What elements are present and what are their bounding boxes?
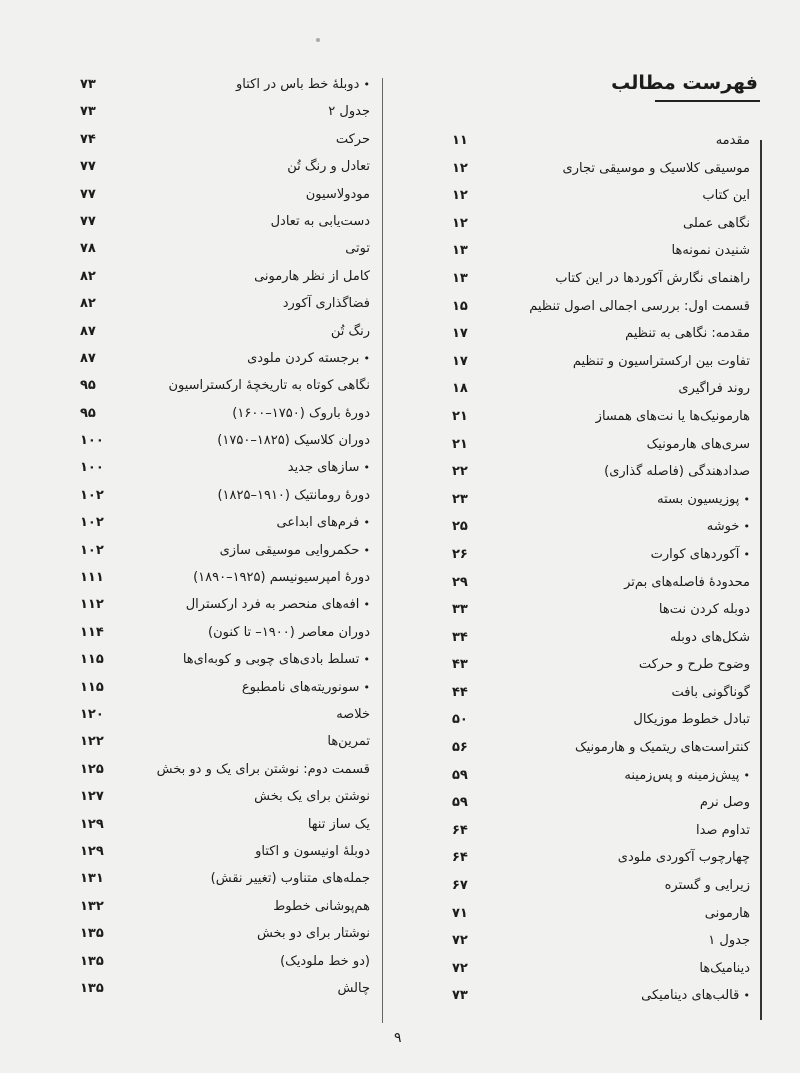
toc-entry-text: راهنمای نگارش آکوردها در این کتاب xyxy=(555,270,750,286)
toc-entry xyxy=(80,377,370,404)
toc-entry-text: قالب‌های دینامیکی xyxy=(641,988,740,1004)
toc-entry-label xyxy=(337,980,370,998)
toc-entry-label xyxy=(683,215,750,233)
toc-entry-page: ۸۲ xyxy=(80,268,96,284)
toc-entry-page: ۷۲ xyxy=(452,960,468,976)
toc-entry-text: سونوریته‌های نامطبوع xyxy=(241,679,360,695)
toc-entry-text: دورهٔ امپرسیونیسم (۱۹۲۵–۱۸۹۰) xyxy=(193,570,370,586)
toc-entry-text: تمرین‌ها xyxy=(327,734,370,750)
print-dot xyxy=(316,38,320,42)
bullet-icon: • xyxy=(743,520,750,534)
toc-entry-page: ۱۳۵ xyxy=(80,926,104,942)
toc-entry-page: ۱۳۲ xyxy=(80,898,104,914)
toc-entry xyxy=(80,651,370,678)
toc-entry-text: افه‌های منحصر به فرد ارکسترال xyxy=(185,597,360,613)
toc-entry-page: ۷۷ xyxy=(80,186,96,202)
toc-entry xyxy=(80,980,370,1007)
page-number: ۹ xyxy=(394,1030,402,1046)
toc-entry-text: مودولاسیون xyxy=(305,186,370,202)
toc-entry-text: نوشتن برای یک بخش xyxy=(254,789,370,805)
toc-entry xyxy=(452,629,750,657)
toc-entry-page: ۷۳ xyxy=(80,77,96,92)
toc-entry-text: پیش‌زمینه و پس‌زمینه xyxy=(624,767,740,783)
toc-entry xyxy=(80,706,370,733)
toc-entry xyxy=(80,432,370,459)
toc-entry-text: نگاهی کوتاه به تاریخچهٔ ارکستراسیون xyxy=(168,378,370,394)
page-title: فهرست مطالب xyxy=(611,72,758,94)
toc-entry xyxy=(452,325,750,353)
right-margin-rule xyxy=(760,140,762,1020)
toc-entry-label xyxy=(306,186,370,204)
toc-entry xyxy=(80,624,370,651)
toc-entry xyxy=(80,679,370,706)
toc-entry-text: دورهٔ باروک (۱۷۵۰–۱۶۰۰) xyxy=(232,405,370,421)
toc-entry-label xyxy=(217,432,370,450)
toc-entry-page: ۱۳۵ xyxy=(80,980,104,996)
toc-entry-text: دوران معاصر (۱۹۰۰– تا کنون) xyxy=(208,624,370,640)
toc-entry xyxy=(452,849,750,877)
toc-entry xyxy=(80,131,370,158)
bullet-icon: • xyxy=(363,516,370,530)
toc-entry xyxy=(452,187,750,215)
toc-entry xyxy=(452,160,750,188)
toc-entry-label xyxy=(280,953,370,971)
bullet-icon: • xyxy=(743,989,750,1003)
toc-entry-page: ۹۵ xyxy=(80,405,96,421)
toc-right-column xyxy=(452,132,750,1015)
toc-entry-page: ۳۴ xyxy=(452,629,468,645)
toc-entry xyxy=(80,843,370,870)
toc-entry xyxy=(452,877,750,905)
toc-entry-page: ۱۲۷ xyxy=(80,789,104,805)
toc-entry-label xyxy=(288,459,370,477)
toc-entry xyxy=(452,574,750,602)
toc-entry xyxy=(452,656,750,684)
toc-left-column xyxy=(80,76,370,1007)
toc-entry-page: ۱۰۰ xyxy=(80,433,104,449)
toc-entry-label xyxy=(277,514,370,532)
toc-entry-text: توتی xyxy=(345,241,370,257)
toc-entry-label xyxy=(247,350,370,368)
toc-entry-text: تفاوت بین ارکستراسیون و تنظیم xyxy=(572,353,750,369)
toc-entry-page: ۱۲۲ xyxy=(80,734,104,750)
toc-entry-page: ۱۲۹ xyxy=(80,843,104,859)
toc-entry-text: زیرایی و گستره xyxy=(664,878,750,894)
toc-entry-text: فرم‌های ابداعی xyxy=(276,515,360,531)
toc-entry xyxy=(80,761,370,788)
toc-entry xyxy=(452,491,750,519)
toc-entry-label xyxy=(657,491,750,509)
toc-entry xyxy=(80,542,370,569)
toc-entry-page: ۱۵ xyxy=(452,298,468,314)
toc-entry-page: ۶۷ xyxy=(452,878,468,894)
toc-entry-page: ۱۲۰ xyxy=(80,706,104,722)
toc-entry xyxy=(452,987,750,1015)
toc-entry-page: ۱۳ xyxy=(452,270,468,286)
toc-entry-text: تبادل خطوط موزیکال xyxy=(633,712,750,728)
toc-entry-text: خلاصه xyxy=(336,706,370,722)
toc-entry xyxy=(452,739,750,767)
toc-entry xyxy=(80,569,370,596)
toc-entry xyxy=(80,816,370,843)
toc-entry-label xyxy=(308,816,370,834)
toc-entry-page: ۷۳ xyxy=(80,104,96,120)
toc-entry-label xyxy=(242,679,370,697)
toc-entry xyxy=(80,487,370,514)
toc-entry-label xyxy=(625,325,750,343)
toc-entry-page: ۴۳ xyxy=(452,657,468,673)
toc-entry-label xyxy=(232,405,370,423)
toc-entry-label xyxy=(327,733,370,751)
toc-entry-text: کنتراست‌های ریتمیک و هارمونیک xyxy=(575,740,750,756)
toc-entry-page: ۸۲ xyxy=(80,296,96,312)
toc-entry-text: پوزیسیون بسته xyxy=(657,491,740,507)
toc-entry-text: سری‌های هارمونیک xyxy=(646,436,750,452)
toc-entry-label xyxy=(651,546,750,564)
toc-entry xyxy=(80,514,370,541)
toc-entry xyxy=(80,76,370,103)
toc-entry-label xyxy=(257,925,370,943)
toc-entry-label xyxy=(671,684,750,702)
bullet-icon: • xyxy=(743,768,750,782)
toc-entry-text: تسلط بادی‌های چوبی و کوبه‌ای‌ها xyxy=(182,652,360,668)
toc-entry xyxy=(452,215,750,243)
toc-entry-label xyxy=(665,877,750,895)
toc-entry xyxy=(80,158,370,185)
toc-entry-page: ۱۰۰ xyxy=(80,460,104,476)
toc-entry-page: ۷۲ xyxy=(452,933,468,949)
bullet-icon: • xyxy=(363,351,370,365)
toc-entry-page: ۳۳ xyxy=(452,602,468,618)
bullet-icon: • xyxy=(363,598,370,612)
toc-entry-text: تداوم صدا xyxy=(696,822,750,838)
toc-entry xyxy=(452,960,750,988)
toc-entry-label xyxy=(328,103,370,121)
toc-entry-label xyxy=(696,822,750,840)
toc-entry-label xyxy=(707,518,750,536)
toc-entry xyxy=(80,788,370,815)
toc-entry-text: جدول ۱ xyxy=(708,933,750,949)
toc-entry-text: جمله‌های متناوب (تغییر نقش) xyxy=(210,871,370,887)
toc-entry xyxy=(452,684,750,712)
toc-entry-label xyxy=(573,353,750,371)
column-divider xyxy=(382,78,383,1023)
toc-entry xyxy=(80,459,370,486)
toc-entry-text: دوبله کردن نت‌ها xyxy=(658,602,750,618)
toc-entry-label xyxy=(273,898,370,916)
toc-entry-page: ۱۰۲ xyxy=(80,542,104,558)
toc-entry-page: ۱۲۵ xyxy=(80,761,104,777)
toc-entry-text: کامل از نظر هارمونی xyxy=(254,268,370,284)
toc-entry xyxy=(80,186,370,213)
toc-entry-label xyxy=(236,76,370,94)
toc-entry-text: محدودهٔ فاصله‌های بم‌تر xyxy=(624,574,750,590)
toc-entry-label xyxy=(168,377,370,395)
bullet-icon: • xyxy=(363,461,370,475)
toc-entry-page: ۵۹ xyxy=(452,795,468,811)
toc-entry-page: ۱۷ xyxy=(452,353,468,369)
toc-entry-text: جدول ۲ xyxy=(328,104,370,120)
bullet-icon: • xyxy=(743,547,750,561)
toc-entry xyxy=(80,953,370,980)
toc-entry-page: ۱۱۲ xyxy=(80,597,104,613)
toc-entry-label xyxy=(596,408,750,426)
toc-entry-page: ۵۶ xyxy=(452,740,468,756)
toc-entry xyxy=(80,213,370,240)
toc-entry xyxy=(80,103,370,130)
toc-entry-label xyxy=(624,767,750,785)
toc-entry-text: هارمونیک‌ها یا نت‌های همساز xyxy=(595,408,750,424)
toc-entry-label xyxy=(157,761,370,779)
bullet-icon: • xyxy=(743,492,750,506)
toc-entry-label xyxy=(254,268,370,286)
toc-entry-page: ۲۵ xyxy=(452,519,468,535)
toc-entry xyxy=(452,767,750,795)
toc-entry-page: ۱۱۵ xyxy=(80,652,104,668)
toc-entry-text: مقدمه: نگاهی به تنظیم xyxy=(625,326,750,342)
toc-entry-page: ۷۷ xyxy=(80,213,96,229)
toc-entry-label xyxy=(271,213,370,231)
toc-entry-label xyxy=(659,601,750,619)
toc-entry xyxy=(80,898,370,925)
toc-entry-text: نوشتار برای دو بخش xyxy=(256,926,370,942)
toc-entry-text: برجسته کردن ملودی xyxy=(247,350,360,366)
toc-entry-page: ۱۱ xyxy=(452,133,468,148)
toc-entry-text: حکمروایی موسیقی سازی xyxy=(219,542,360,558)
bullet-icon: • xyxy=(363,680,370,694)
toc-entry-text: دوبلهٔ خط باس در اکتاو xyxy=(236,77,360,92)
toc-entry-page: ۱۰۲ xyxy=(80,515,104,531)
toc-entry-page: ۲۲ xyxy=(452,464,468,480)
toc-entry-page: ۷۴ xyxy=(80,131,96,147)
toc-entry-label xyxy=(672,242,751,260)
toc-entry xyxy=(452,270,750,298)
toc-entry-label xyxy=(670,629,750,647)
toc-entry xyxy=(452,242,750,270)
toc-entry-label xyxy=(287,158,370,176)
toc-entry-label xyxy=(331,323,370,341)
toc-entry-text: (دو خط ملودیک) xyxy=(280,953,370,969)
toc-entry-text: دورهٔ رومانتیک (۱۹۱۰–۱۸۲۵) xyxy=(217,487,370,503)
bullet-icon: • xyxy=(363,543,370,557)
toc-entry-label xyxy=(618,849,750,867)
toc-entry-page: ۲۱ xyxy=(452,408,468,424)
toc-entry-text: سازهای جدید xyxy=(287,460,360,476)
toc-entry xyxy=(452,463,750,491)
toc-entry-page: ۱۱۵ xyxy=(80,679,104,695)
toc-entry-page: ۱۲ xyxy=(452,188,468,204)
toc-entry-label xyxy=(193,569,370,587)
toc-entry-label xyxy=(208,624,370,642)
toc-entry-text: موسیقی کلاسیک و موسیقی تجاری xyxy=(562,160,750,176)
toc-entry-label xyxy=(624,574,750,592)
toc-entry-text: وضوح طرح و حرکت xyxy=(638,657,750,673)
toc-entry-label xyxy=(633,711,750,729)
toc-entry-label xyxy=(575,739,750,757)
toc-entry-text: حرکت xyxy=(335,131,370,147)
toc-entry-text: تعادل و رنگ تُن xyxy=(287,159,370,175)
toc-entry-label xyxy=(700,794,750,812)
toc-entry-text: هم‌پوشانی خطوط xyxy=(273,898,370,914)
toc-entry-page: ۵۹ xyxy=(452,767,468,783)
toc-entry-text: روند فراگیری xyxy=(678,381,750,397)
toc-entry-label xyxy=(336,131,370,149)
toc-entry xyxy=(80,240,370,267)
toc-entry xyxy=(80,350,370,377)
toc-entry-page: ۷۱ xyxy=(452,905,468,921)
toc-entry-label xyxy=(639,656,750,674)
toc-entry-page: ۲۱ xyxy=(452,436,468,452)
toc-entry-label xyxy=(647,436,750,454)
toc-entry-text: رنگ تُن xyxy=(330,323,370,339)
toc-entry-text: چهارچوب آکوردی ملودی xyxy=(617,850,750,866)
toc-entry-text: دوران کلاسیک (۱۸۲۵–۱۷۵۰) xyxy=(217,433,370,449)
toc-entry-page: ۶۴ xyxy=(452,850,468,866)
toc-entry-text: وصل نرم xyxy=(699,795,750,811)
toc-entry-label xyxy=(254,788,370,806)
toc-entry-text: گوناگونی بافت xyxy=(671,684,750,700)
toc-entry-text: نگاهی عملی xyxy=(683,215,750,231)
toc-entry-label xyxy=(705,905,750,923)
toc-entry-page: ۱۱۴ xyxy=(80,624,104,640)
toc-entry-page: ۱۳۵ xyxy=(80,953,104,969)
toc-entry-page: ۷۳ xyxy=(452,988,468,1004)
toc-entry-label xyxy=(716,132,750,150)
toc-entry xyxy=(452,601,750,629)
toc-entry-page: ۸۷ xyxy=(80,350,96,366)
toc-entry xyxy=(452,518,750,546)
toc-entry xyxy=(452,380,750,408)
toc-entry-label xyxy=(345,240,370,258)
toc-entry-page: ۱۲۹ xyxy=(80,816,104,832)
toc-entry-text: دست‌یابی به تعادل xyxy=(270,213,370,229)
toc-entry-label xyxy=(678,380,750,398)
toc-entry-label xyxy=(336,706,370,724)
toc-entry xyxy=(80,870,370,897)
toc-entry-page: ۹۵ xyxy=(80,378,96,394)
toc-entry-text: دوبلهٔ اونیسون و اکتاو xyxy=(255,843,370,859)
toc-entry xyxy=(80,925,370,952)
toc-entry-page: ۶۴ xyxy=(452,822,468,838)
bullet-icon: • xyxy=(363,78,370,91)
toc-entry-label xyxy=(555,270,750,288)
toc-entry-page: ۵۰ xyxy=(452,712,468,728)
toc-entry-text: خوشه xyxy=(706,519,740,535)
toc-entry-label xyxy=(186,596,370,614)
toc-entry xyxy=(452,298,750,326)
toc-entry-page: ۲۶ xyxy=(452,546,468,562)
toc-entry xyxy=(80,295,370,322)
toc-entry-page: ۱۰۲ xyxy=(80,487,104,503)
title-underline xyxy=(655,100,760,102)
toc-entry xyxy=(80,268,370,295)
toc-entry-page: ۱۸ xyxy=(452,381,468,397)
toc-entry xyxy=(452,711,750,739)
toc-entry xyxy=(452,132,750,160)
toc-entry-page: ۴۴ xyxy=(452,684,468,700)
toc-entry-page: ۲۹ xyxy=(452,574,468,590)
toc-entry-label xyxy=(529,298,750,316)
toc-entry xyxy=(80,733,370,760)
toc-entry-label xyxy=(220,542,370,560)
toc-entry xyxy=(80,405,370,432)
toc-entry-label xyxy=(217,487,370,505)
toc-entry-text: چالش xyxy=(337,980,370,996)
toc-entry-page: ۷۸ xyxy=(80,241,96,257)
toc-entry-label xyxy=(255,843,370,861)
toc-entry-label xyxy=(702,187,750,205)
toc-entry-page: ۱۳۱ xyxy=(80,871,104,887)
toc-entry-label xyxy=(563,160,750,178)
toc-entry xyxy=(452,905,750,933)
toc-entry-page: ۱۷ xyxy=(452,326,468,342)
toc-entry-label xyxy=(699,960,750,978)
toc-entry-page: ۱۲ xyxy=(452,215,468,231)
toc-entry-page: ۸۷ xyxy=(80,323,96,339)
toc-entry-page: ۱۱۱ xyxy=(80,570,104,586)
toc-entry-label xyxy=(283,295,370,313)
toc-entry-page: ۱۳ xyxy=(452,243,468,259)
toc-entry xyxy=(452,932,750,960)
toc-entry-page: ۱۲ xyxy=(452,160,468,176)
toc-entry-text: یک ساز تنها xyxy=(307,816,370,832)
toc-entry-text: آکوردهای کوارت xyxy=(650,546,740,562)
toc-entry-label xyxy=(708,932,750,950)
toc-entry-text: صدادهندگی (فاصله گذاری) xyxy=(604,464,750,480)
toc-entry-text: شنیدن نمونه‌ها xyxy=(671,243,750,259)
toc-entry-text: فضاگذاری آکورد xyxy=(282,296,370,312)
toc-entry-page: ۲۳ xyxy=(452,491,468,507)
toc-entry xyxy=(452,436,750,464)
toc-entry-text: دینامیک‌ها xyxy=(699,960,750,976)
toc-entry-text: این کتاب xyxy=(702,188,750,204)
toc-entry-label xyxy=(604,463,750,481)
toc-entry xyxy=(452,794,750,822)
toc-entry-text: قسمت دوم: نوشتن برای یک و دو بخش xyxy=(156,761,370,777)
toc-entry-text: هارمونی xyxy=(704,905,750,921)
toc-entry xyxy=(452,353,750,381)
toc-entry-text: مقدمه xyxy=(715,133,750,148)
toc-entry xyxy=(80,596,370,623)
toc-entry-text: قسمت اول: بررسی اجمالی اصول تنظیم xyxy=(529,298,750,314)
toc-entry-page: ۷۷ xyxy=(80,159,96,175)
toc-entry-text: شکل‌های دوبله xyxy=(670,629,750,645)
toc-entry xyxy=(452,822,750,850)
toc-entry xyxy=(452,546,750,574)
toc-entry xyxy=(452,408,750,436)
toc-entry-label xyxy=(211,870,370,888)
bullet-icon: • xyxy=(363,653,370,667)
toc-entry-label xyxy=(183,651,370,669)
toc-entry xyxy=(80,323,370,350)
toc-entry-label xyxy=(641,987,750,1005)
